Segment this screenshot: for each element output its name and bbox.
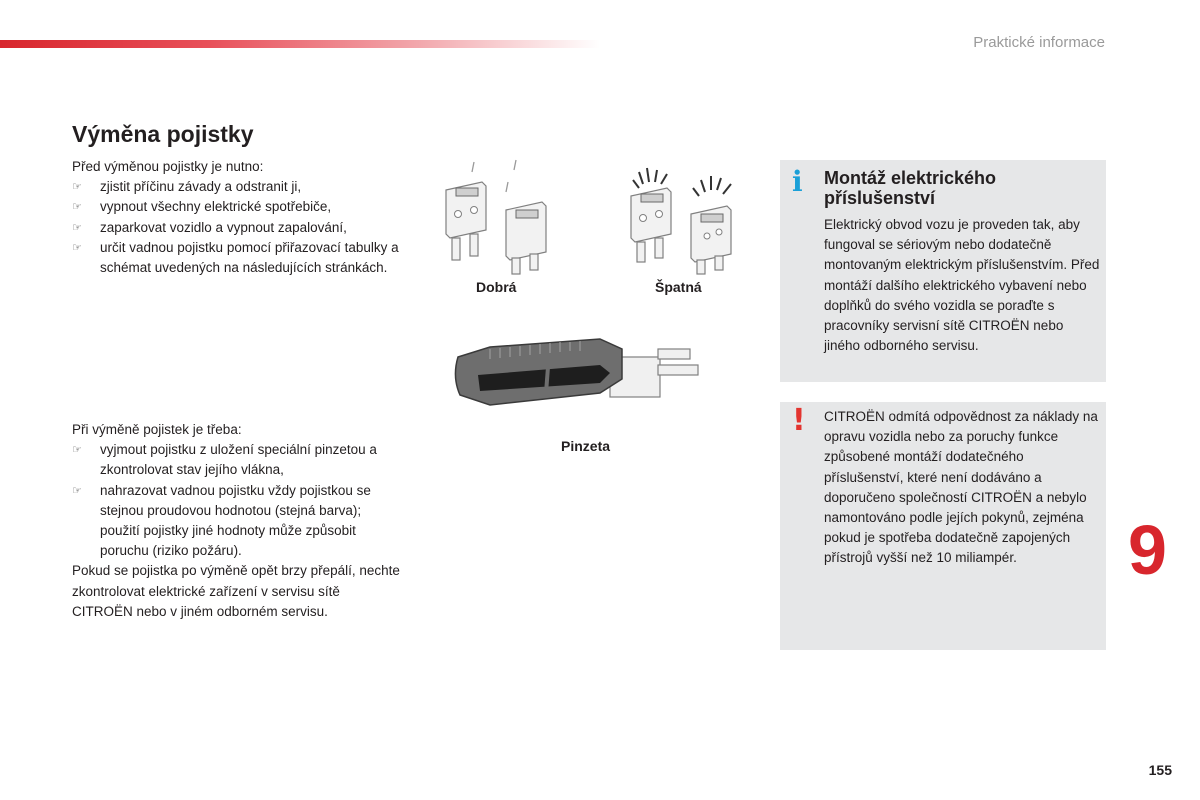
steps-list [72,440,402,561]
fuse-good-illustration [440,158,560,278]
list-item: ☞ zjistit příčinu závady a odstranit ji, [72,177,402,197]
list-item: ☞ vypnout všechny elektrické spotřebiče, [72,197,402,217]
page-title: Výměna pojistky [72,121,254,147]
list-item: ☞ nahrazovat vadnou pojistku vždy pojistkou se stejnou proudovou hodnotou (stejná barva); použití pojistky jiné hodnoty může způsobit poruchu (riziko požáru). [72,482,371,559]
list-item: ☞ vyjmout pojistku z uložení speciální pinzetou a zkontrolovat stav jejího vlákna, [72,442,377,478]
info-box-title: Montáž elektrického příslušenství [824,168,997,208]
fuse-tweezer-illustration [450,335,705,410]
bullet-icon: ☞ [72,443,82,457]
bullet-icon: ☞ [72,200,82,214]
info-box-text: Elektrický obvod vozu je proveden tak, aby fungoval se sériovým nebo dodatečně montovaným elektrickým příslušenstvím. Před montáží dalšího elektrického vybavení nebo doplňků do svého vozidla se poraďte s pracovníky servisní sítě CITROËN nebo jiného odborného servisu. [824,217,1100,354]
section-title: Praktické informace [973,34,1105,51]
list-item: ☞ určit vadnou pojistku pomocí přiřazovací tabulky a schémat uvedených na následujících stránkách. [72,239,399,276]
page-number: 155 [1148,762,1172,778]
chapter-number: 9 [1128,511,1167,589]
bullet-icon: ☞ [72,483,82,497]
bullet-icon: ☞ [72,180,82,194]
info-icon: i [792,165,803,198]
warning-icon: ! [792,403,806,438]
steps-list [72,177,402,278]
bullet-icon: ☞ [72,240,82,254]
warning-box [780,402,1106,650]
caption-bad: Špatná [655,279,702,295]
bullet-icon: ☞ [72,220,82,234]
info-box [780,160,1106,382]
warning-box-text: CITROËN odmítá odpovědnost za náklady na opravu vozidla nebo za poruchy funkce způsobené montáží dodatečného příslušenství, které není dodáváno a doporučeno společností CITROËN a nebylo namontováno podle jejích pokynů, zejména pokud je spotřeba dodatečně zapojených přístrojů vyšší než 10 miliampér. [824,409,1098,566]
intro-text: Před výměnou pojistky je nutno: [72,159,264,174]
instructions-during [72,420,402,622]
instructions-before [72,157,402,278]
caption-good: Dobrá [476,279,517,295]
caption-tweezer: Pinzeta [561,438,611,454]
header-accent-bar [0,40,600,48]
intro-text: Při výměně pojistek je třeba: [72,422,242,437]
outro-text: Pokud se pojistka po výměně opět brzy přepálí, nechte zkontrolovat elektrické zařízení v servisu sítě CITROËN nebo v jiném odborném servisu. [72,563,400,619]
list-item: ☞ zaparkovat vozidlo a vypnout zapalování, [72,218,402,238]
fuse-bad-illustration [625,158,745,278]
